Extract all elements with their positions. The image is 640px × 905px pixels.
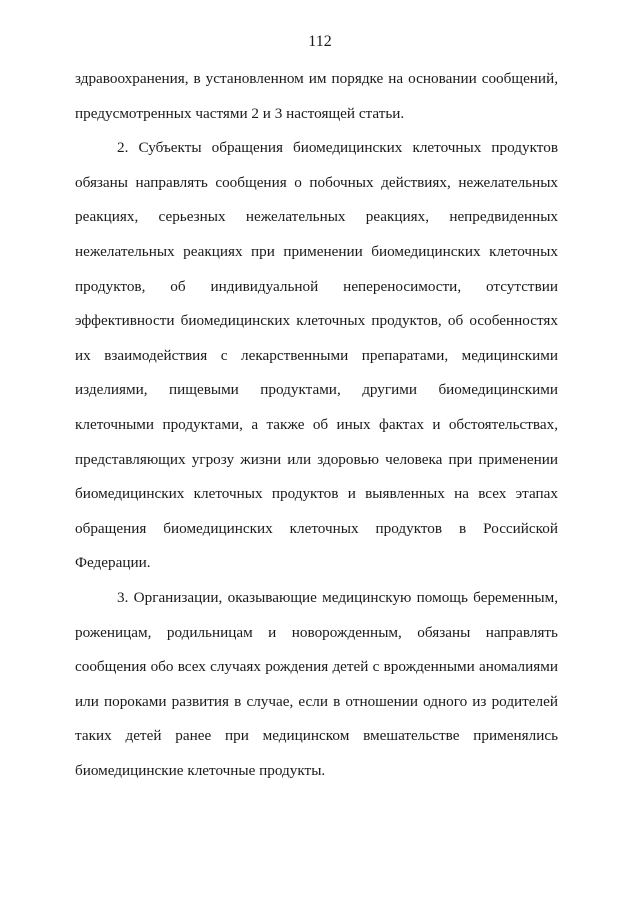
document-body (75, 62, 558, 788)
page-number: 112 (308, 33, 332, 50)
paragraph-continuation: здравоохранения, в установленном им порядке на основании сообщений, предусмотренных частями 2 и 3 настоящей статьи. (75, 70, 558, 122)
paragraph-2: 2. Субъекты обращения биомедицинских клеточных продуктов обязаны направлять сообщения о побочных действиях, нежелательных реакциях, серьезных нежелательных реакциях, непредвиденных нежелательных реакциях при применении биомедицинских клеточных продуктов, об индивидуальной непереносимости, отсутствии эффективности биомедицинских клеточных продуктов, об особенностях их взаимодействия с лекарственными препаратами, медицинскими изделиями, пищевыми продуктами, другими биомедицинскими клеточными продуктами, а также об иных фактах и обстоятельствах, представляющих угрозу жизни или здоровью человека при применении биомедицинских клеточных продуктов и выявленных на всех этапах обращения биомедицинских клеточных продуктов в Российской Федерации. (75, 139, 558, 572)
paragraph-3: 3. Организации, оказывающие медицинскую помощь беременным, роженицам, родильницам и новорожденным, обязаны направлять сообщения обо всех случаях рождения детей с врожденными аномалиями или пороками развития в случае, если в отношении одного из родителей таких детей ранее при медицинском вмешательстве применялись биомедицинские клеточные продукты. (75, 588, 558, 779)
